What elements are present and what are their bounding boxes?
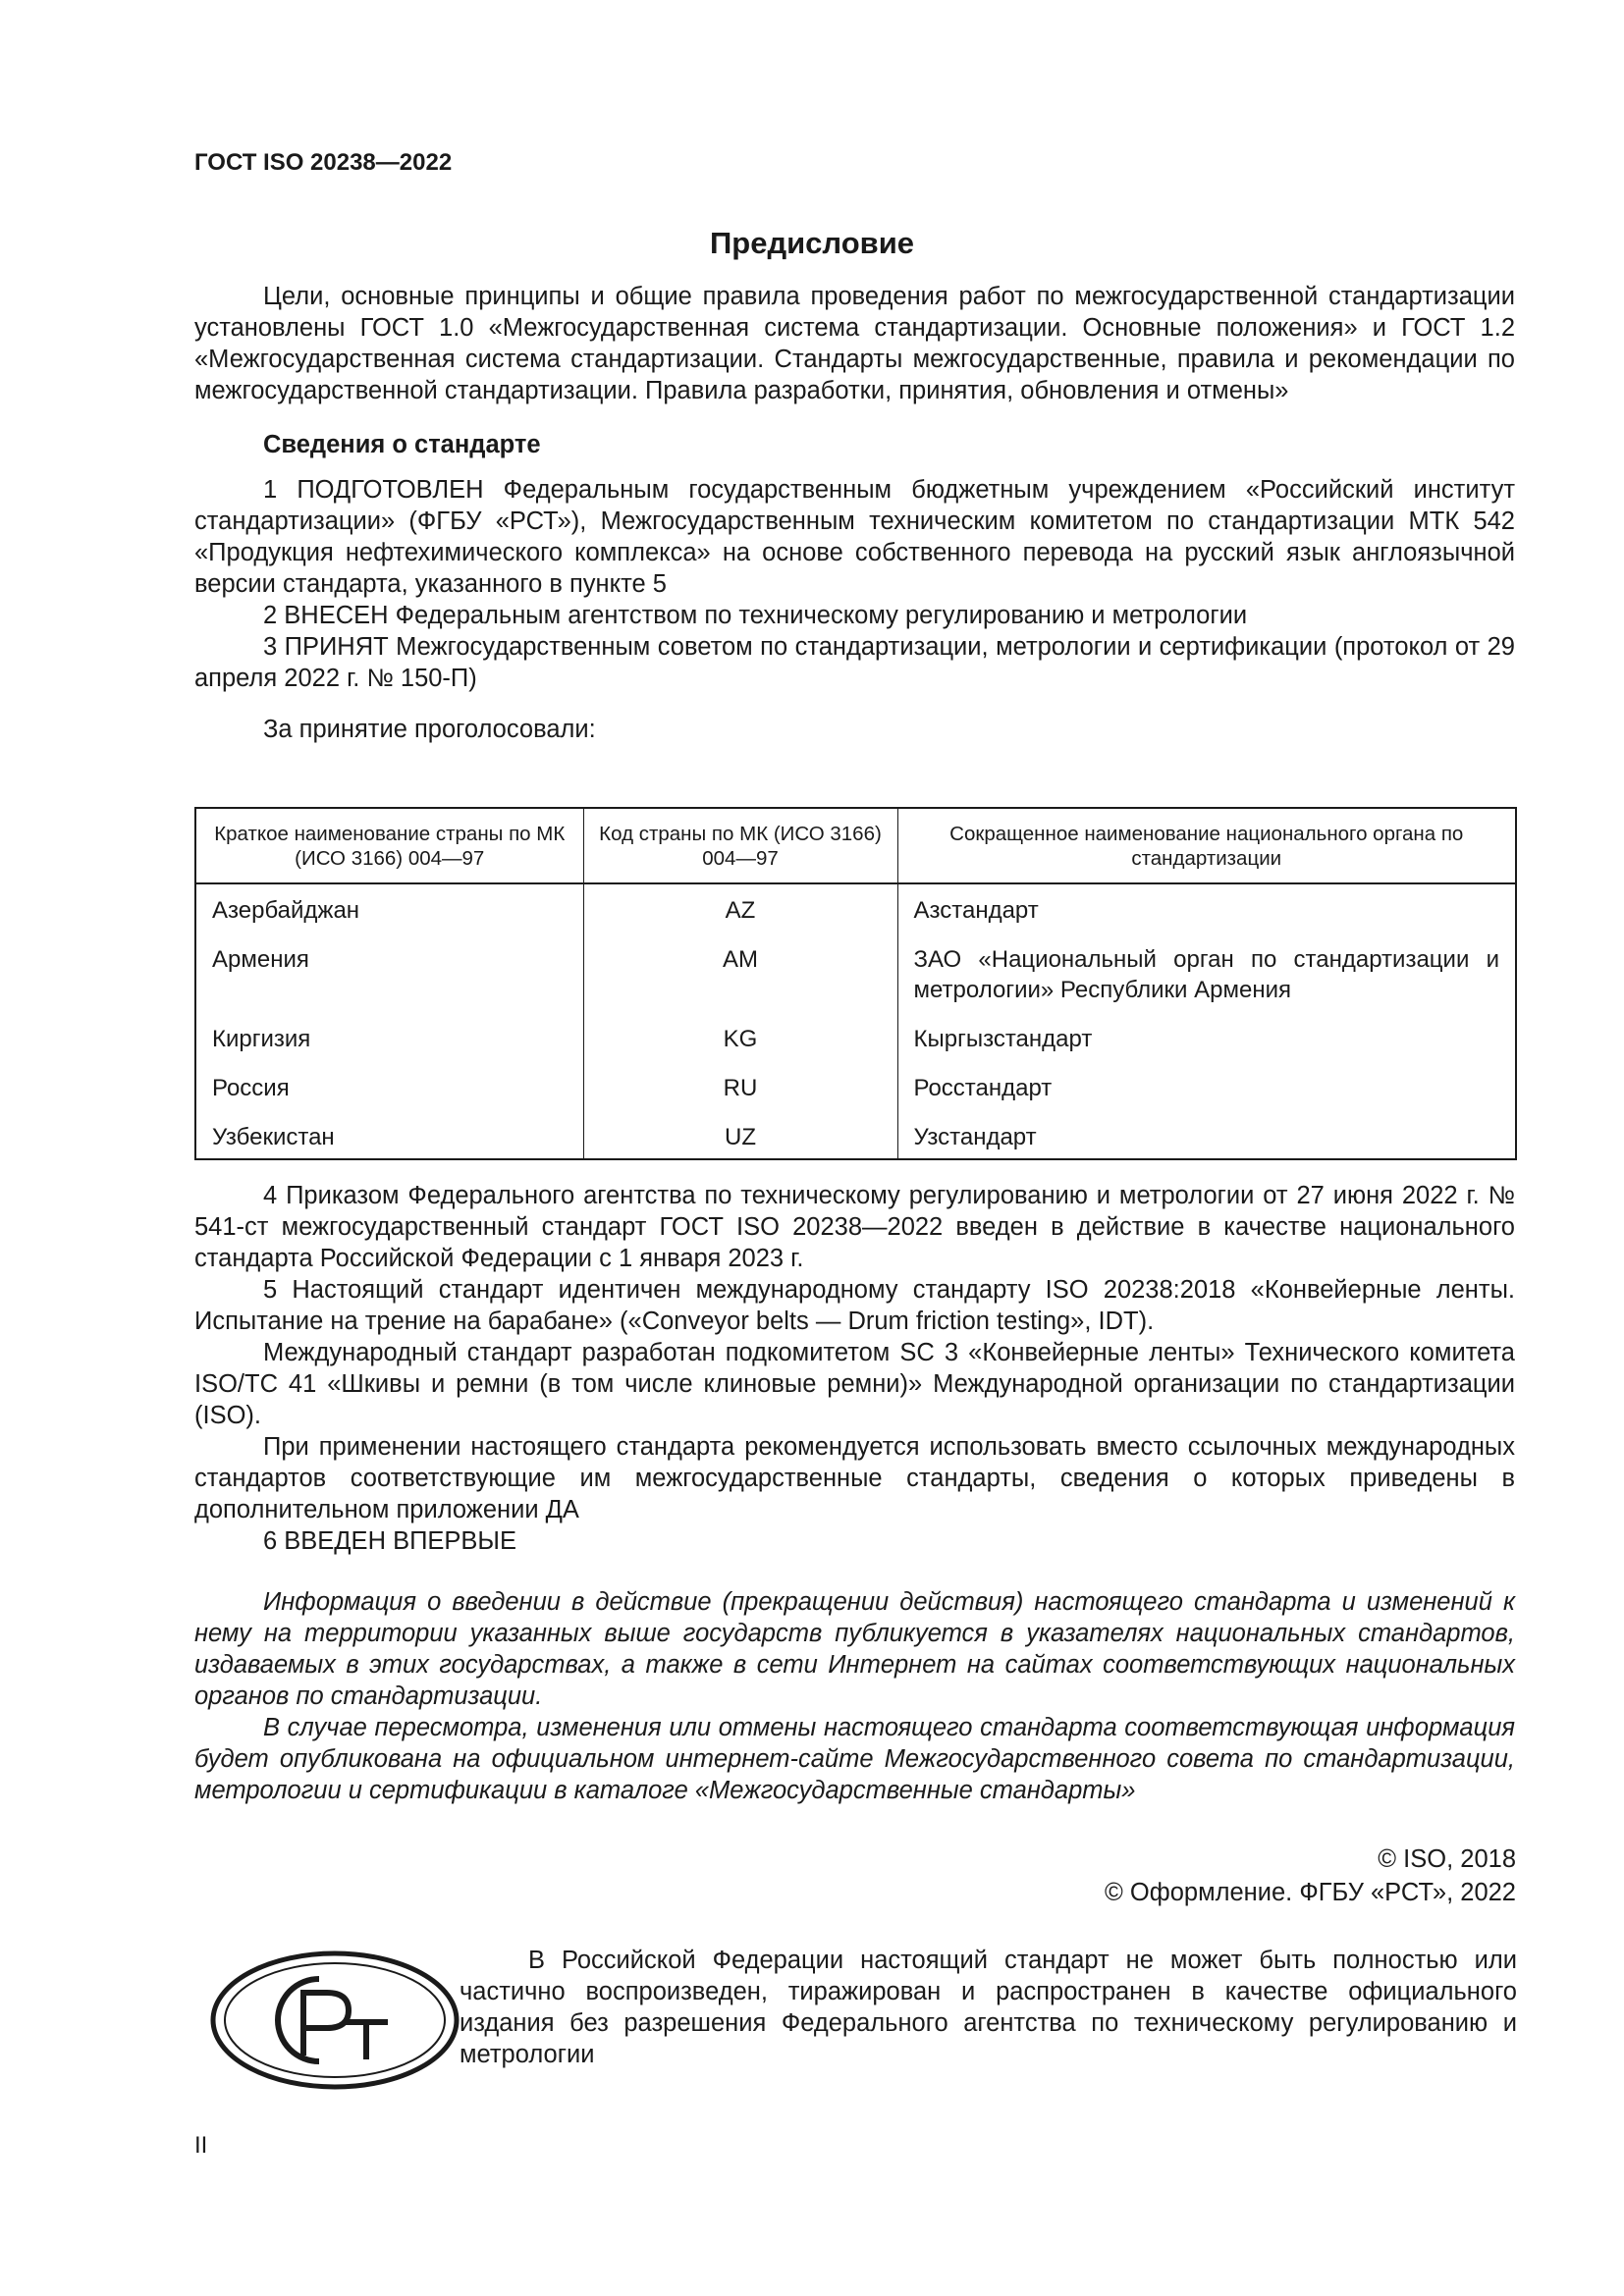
country-cell: Азербайджан xyxy=(195,883,583,944)
copyright-iso: © ISO, 2018 xyxy=(1378,1845,1516,1873)
voting-countries-table xyxy=(194,807,1517,1160)
code-cell: AM xyxy=(583,944,897,1024)
page-number: II xyxy=(194,2132,208,2159)
body-cell: Узстандарт xyxy=(913,1124,1037,1150)
header-national-body: Сокращенное наименование национального органа по стандартизации xyxy=(897,808,1516,883)
page-title: Предисловие xyxy=(709,226,914,260)
item-3-adopted: 3 ПРИНЯТ Межгосударственным советом по стандартизации, метрологии и сертификации (протокол от 29 апреля 2022 г. № 150-П) xyxy=(194,633,1515,692)
copyright-rst: © Оформление. ФГБУ «РСТ», 2022 xyxy=(1105,1879,1516,1906)
country-cell: Киргизия xyxy=(195,1024,583,1073)
code-cell: UZ xyxy=(583,1122,897,1159)
body-cell: Кыргызстандарт xyxy=(913,1026,1093,1052)
italic-note-publication: Информация о введении в действие (прекращении действия) настоящего стандарта и изменений к нему на территории указанных выше государств публикуется в указателях национальных стандартов, издаваемых в этих государствах, а также в сети Интернет на сайтах соответствующих национальных органов по стандартизации. xyxy=(194,1588,1515,1710)
table-row xyxy=(195,1073,1516,1122)
table-row xyxy=(195,944,1516,1024)
notice-text: В Российской Федерации настоящий стандарт не может быть полностью или частично воспроизведен, тиражирован и распространен в качестве официального издания без разрешения Федерального агентства по техническому регулированию и метрологии xyxy=(460,1947,1517,2068)
item-6-first-introduced: 6 ВВЕДЕН ВПЕРВЫЕ xyxy=(263,1527,517,1555)
header-country-code: Код страны по МК (ИСО 3166) 004—97 xyxy=(583,808,897,883)
info-heading: Сведения о стандарте xyxy=(263,431,541,458)
rst-certification-mark-icon xyxy=(209,1949,460,2091)
foreword-body-bottom xyxy=(194,1180,1515,1806)
intro-paragraph: Цели, основные принципы и общие правила проведения работ по межгосударственной стандартизации установлены ГОСТ 1.0 «Межгосударственная система стандартизации. Основные положения» и ГОСТ 1.2 «Межгосударственная система стандартизации. Стандарты межгосударственные, правила и рекомендации по межгосударственной стандартизации. Правила разработки, принятия, обновления и отмены» xyxy=(194,283,1515,404)
table-row xyxy=(195,883,1516,944)
voted-label: За принятие проголосовали: xyxy=(263,716,596,743)
table-row xyxy=(195,1024,1516,1073)
item-1-prepared: 1 ПОДГОТОВЛЕН Федеральным государственным бюджетным учреждением «Российский институт стандартизации» (ФГБУ «РСТ»), Межгосударственным техническим комитетом по стандартизации МТК 542 «Продукция нефтехимического комплекса» на основе собственного перевода на русский язык англоязычной версии стандарта, указанного в пункте 5 xyxy=(194,476,1515,598)
body-cell: Росстандарт xyxy=(913,1075,1053,1101)
country-cell: Армения xyxy=(195,944,583,1024)
foreword-body-top xyxy=(194,281,1515,745)
item-5-developer: Международный стандарт разработан подкомитетом SC 3 «Конвейерные ленты» Технического комитета ISO/TC 41 «Шкивы и ремни (в том числе клиновые ремни)» Международной организации по стандартизации (ISO). xyxy=(194,1339,1515,1429)
country-cell: Узбекистан xyxy=(195,1122,583,1159)
header-country-name: Краткое наименование страны по МК (ИСО 3166) 004—97 xyxy=(195,808,583,883)
code-cell: AZ xyxy=(583,883,897,944)
item-5-application: При применении настоящего стандарта рекомендуется использовать вместо ссылочных международных стандартов соответствующие им межгосударственные стандарты, сведения о которых приведены в дополнительном приложении ДА xyxy=(194,1433,1515,1523)
item-5-identical: 5 Настоящий стандарт идентичен международному стандарту ISO 20238:2018 «Конвейерные ленты. Испытание на трение на барабане» («Conveyor belts — Drum friction testing», IDT). xyxy=(194,1276,1515,1335)
reproduction-notice xyxy=(460,1945,1517,2070)
body-cell: Азстандарт xyxy=(913,897,1039,924)
body-cell: ЗАО «Национальный орган по стандартизации и метрологии» Республики Армения xyxy=(913,946,1499,1003)
item-4-order: 4 Приказом Федерального агентства по техническому регулированию и метрологии от 27 июня 2022 г. № 541-ст межгосударственный стандарт ГОСТ ISO 20238—2022 введен в действие в качестве национального стандарта Российской Федерации с 1 января 2023 г. xyxy=(194,1182,1515,1272)
code-cell: KG xyxy=(583,1024,897,1073)
italic-note-revision: В случае пересмотра, изменения или отмены настоящего стандарта соответствующая информация будет опубликована на официальном интернет-сайте Межгосударственного совета по стандартизации, метрологии и сертификации в каталоге «Межгосударственные стандарты» xyxy=(194,1714,1515,1804)
copyright-block xyxy=(1105,1842,1516,1909)
table-row xyxy=(195,1122,1516,1159)
item-2-introduced: 2 ВНЕСЕН Федеральным агентством по техническому регулированию и метрологии xyxy=(263,602,1248,629)
country-cell: Россия xyxy=(195,1073,583,1122)
document-code-header: ГОСТ ISO 20238—2022 xyxy=(194,149,453,176)
table-header-row xyxy=(195,808,1516,883)
code-cell: RU xyxy=(583,1073,897,1122)
